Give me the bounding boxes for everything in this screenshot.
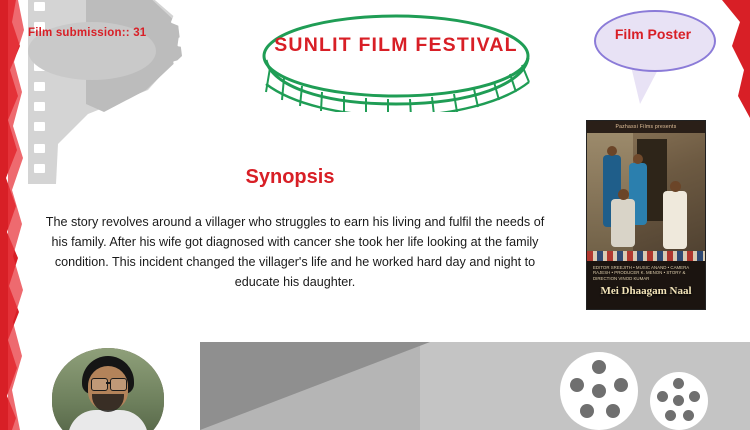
photo-glasses-bridge — [106, 382, 110, 384]
film-poster-callout — [588, 4, 720, 122]
poster-figure-man — [611, 199, 635, 247]
poster-credits: EDITOR SREEJITH • MUSIC ANAND • CAMERA RAJESH • PRODUCER K. MENON • STORY & DIRECTION VINOD KUMAR — [593, 265, 689, 281]
synopsis-heading: Synopsis — [245, 166, 335, 188]
festival-title: SUNLIT FILM FESTIVAL — [274, 34, 518, 56]
photo-glasses-left — [91, 378, 108, 391]
poster-presenter-text: Pazhassi Films presents — [615, 124, 677, 130]
poster-movie-title: Mei Dhaagam Naal — [600, 285, 692, 297]
presenter-photo-icon — [52, 348, 164, 430]
poster-top-banner — [587, 121, 705, 133]
film-poster-image — [586, 120, 706, 310]
film-reel-icon — [560, 352, 638, 430]
film-poster-label: Film Poster — [614, 26, 692, 42]
synopsis-text: The story revolves around a villager who struggles to earn his living and fulfil the needs of his family. After his wife got diagnosed with cancer she took her life looking at the family condition. This incident changed the villager's life and he worked hard day and night to educate his daughter. — [45, 215, 545, 289]
film-reel-small-icon — [650, 372, 708, 430]
poster-scene — [587, 133, 705, 261]
poster-footer — [587, 261, 705, 309]
photo-glasses-right — [110, 378, 127, 391]
scribble-oval-icon — [252, 8, 540, 112]
film-submission-badge: Film submission:: 31 — [28, 27, 147, 39]
festival-title-group — [252, 8, 540, 112]
poster-figure-woman-seated — [663, 191, 687, 249]
